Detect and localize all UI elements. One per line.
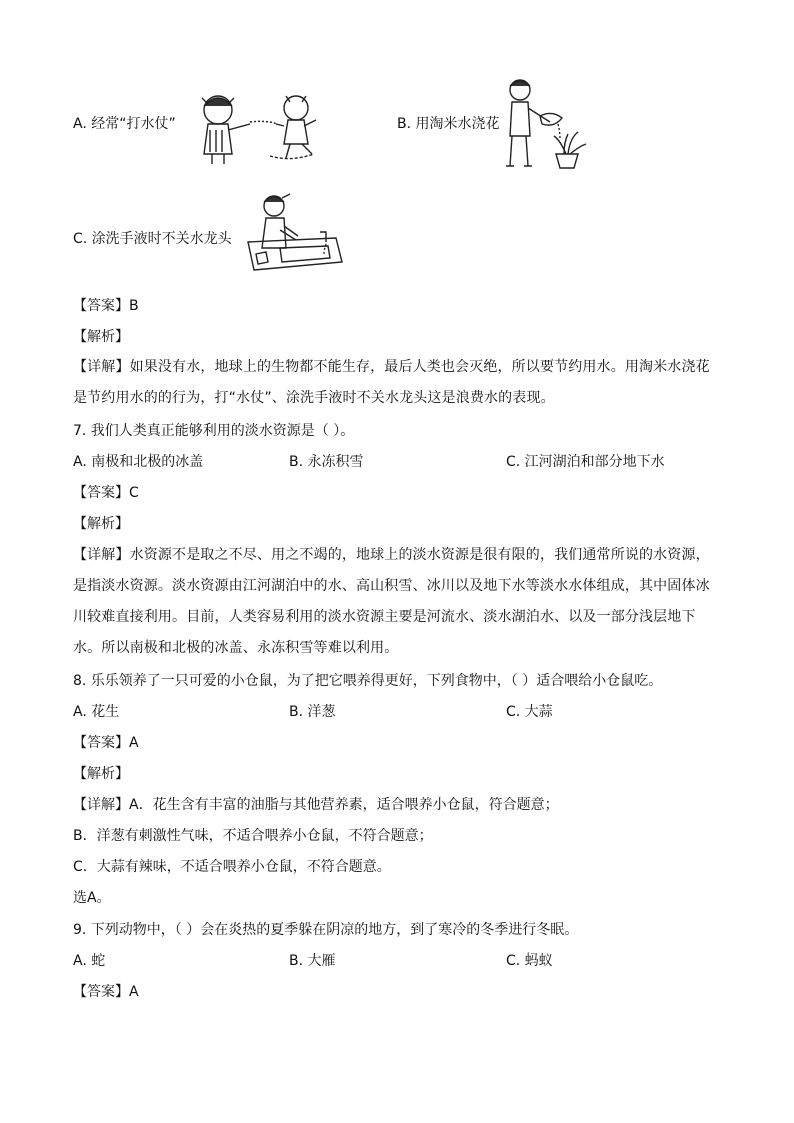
- q8-answer: 【答案】A: [73, 735, 139, 751]
- q6-answer: 【答案】B: [73, 298, 139, 314]
- q6-detail: 【详解】如果没有水，地球上的生物都不能生存，最后人类也会灭绝，所以要节约用水。用淘米水浇花是节约用水的的行为，打“水仗”、涂洗手液时不关水龙头这是浪费水的表现。: [73, 359, 710, 406]
- girl-washing-hands-illustration: [240, 192, 346, 276]
- q8-analysis-label: 【解析】: [73, 766, 129, 782]
- q9-option-c: C. 蚂蚁: [506, 953, 553, 969]
- q7-stem: 7. 我们人类真正能够利用的淡水资源是（ ）。: [73, 423, 355, 439]
- q8-detail-a: 【详解】A．花生含有丰富的油脂与其他营养素，适合喂养小仓鼠，符合题意；: [73, 797, 559, 813]
- boy-watering-plant-illustration: [498, 76, 590, 172]
- q9-option-b: B. 大雁: [289, 953, 336, 969]
- q7-option-a: A. 南极和北极的冰盖: [73, 454, 204, 470]
- kids-water-fight-illustration: [190, 84, 340, 166]
- q8-detail-b: B．洋葱有刺激性气味，不适合喂养小仓鼠，不符合题意；: [73, 828, 433, 844]
- q7-analysis-label: 【解析】: [73, 516, 129, 532]
- q9-option-a: A. 蛇: [73, 953, 106, 969]
- q6-option-a: A. 经常“打水仗”: [73, 116, 176, 132]
- q8-option-a: A. 花生: [73, 704, 120, 720]
- q8-detail-c: C．大蒜有辣味，不适合喂养小仓鼠，不符合题意。: [73, 859, 391, 875]
- q6-option-b: B. 用淘米水浇花: [397, 116, 500, 132]
- q9-answer: 【答案】A: [73, 984, 139, 1000]
- q6-option-c: C. 涂洗手液时不关水龙头: [73, 231, 232, 247]
- q8-stem: 8. 乐乐领养了一只可爱的小仓鼠，为了把它喂养得更好，下列食物中，（ ）适合喂给小仓鼠吃。: [73, 673, 663, 689]
- q8-option-c: C. 大蒜: [506, 704, 553, 720]
- q7-detail: 【详解】水资源不是取之不尽、用之不竭的，地球上的淡水资源是很有限的，我们通常所说的水资源，是指淡水资源。淡水资源由江河湖泊中的水、高山积雪、冰川以及地下水等淡水水体组成，其中固体冰川较难直接利用。目前，人类容易利用的淡水资源主要是河流水、淡水湖泊水、以及一部分浅层地下水。所以南极和北极的冰盖、永冻积雪等难以利用。: [73, 547, 710, 656]
- q7-answer: 【答案】C: [73, 485, 139, 501]
- q7-option-b: B. 永冻积雪: [289, 454, 364, 470]
- q7-option-c: C. 江河湖泊和部分地下水: [506, 454, 665, 470]
- q8-option-b: B. 洋葱: [289, 704, 336, 720]
- q6-analysis-label: 【解析】: [73, 329, 129, 345]
- q8-choose: 选A。: [73, 890, 111, 906]
- q9-stem: 9. 下列动物中，（ ）会在炎热的夏季躲在阴凉的地方，到了寒冷的冬季进行冬眠。: [73, 922, 579, 938]
